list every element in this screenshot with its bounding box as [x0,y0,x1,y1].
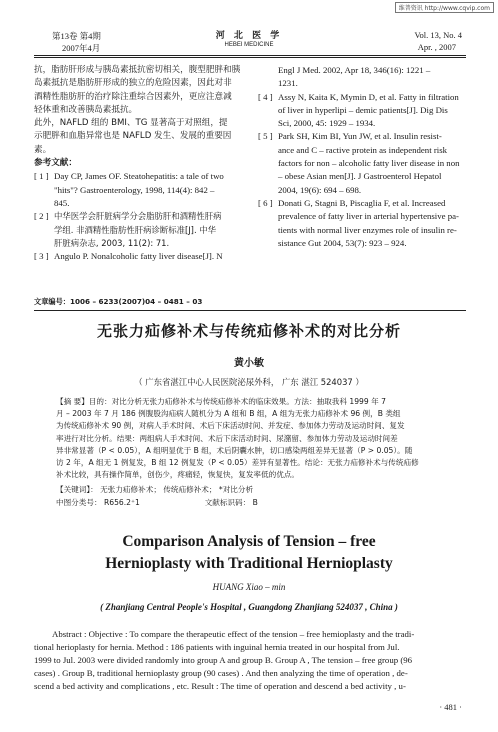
article-title-en-line1: Comparison Analysis of Tension – free [122,533,376,550]
reference-entry [258,91,468,104]
reference-text: Angulo P. Nonalcoholic fatty liver disease[J]. N [54,251,223,262]
affiliation-en: ( Zhanjiang Central People's Hospital , Guangdong Zhanjiang 524037 , China ) [100,602,398,612]
body-line: 岛素抵抗是脂肪肝形成的独立的危险因素，因此对非 [34,78,232,89]
reference-text: 肝脏病杂志, 2003, 11(2): 71. [54,237,170,248]
reference-number: [ 6 ] [258,197,273,208]
abstract-line: Abstract : Objective : To compare the therapeutic effect of the tension – free hemioplasty and the tradi- [52,629,415,639]
reference-text: Donati G, Stagni B, Piscaglia F, et al. Increased [278,197,446,208]
reference-text: 中华医学会肝脏病学分会脂肪肝和酒精性肝病 [54,211,222,222]
document-code: 文献标识码： B [204,497,258,507]
clc-number: 中图分类号： R656.2⁺1 [56,497,140,507]
abstract-en [34,628,466,693]
abstract-line: cases) . Group B, traditional hernioplasty group (90 cases) . And then analyzing the time of operation , de- [34,668,408,678]
reference-entry [34,170,244,183]
article-number: 文章编号：1006 – 6233(2007)04 – 0481 – 03 [34,297,203,306]
section-rule [34,310,466,311]
keywords-cn: 【关键词】： 无张力疝修补术； 传统疝修补术； *对比分析 [56,485,254,495]
right-column [258,64,468,250]
reference-number: [ 2 ] [34,211,49,222]
abstract-cn [56,396,456,509]
header-date-en: Apr. , 2007 [417,42,456,52]
author-en: HUANG Xiao – min [212,582,286,592]
body-line: 示肥胖和血脂异常也是 NAFLD 发生、发展的重要因 [34,131,232,142]
reference-text: factors for non – alcoholic fatty liver disease in non [278,158,460,169]
body-line: 轻体重和改善胰岛素抵抗。 [34,104,138,115]
reference-text: Engl J Med. 2002, Apr 18, 346(16): 1221 – [278,65,431,75]
journal-subtitle: HEBEI MEDICINE [224,42,274,48]
reference-text: – obese Asian men[J]. J Gastroenterol Hepatol [278,171,442,182]
abstract-line: 补术比较，具有操作简单，创伤少，疼痛轻，恢复快，复发率低的优点。 [56,470,299,480]
reference-text: ance and C – ractive protein as independent risk [278,144,448,155]
header-rule [34,55,466,56]
reference-entry [34,210,244,223]
abstract-line: 为传统疝修补术 90 例，对病人手术时间、术后下床活动时间、并发症、参加体力劳动及运动时间、复发 [56,421,405,431]
reference-text: Assy N, Kaita K, Mymin D, et al. Fatty in filtration [278,91,459,102]
references-heading: 参考文献： [34,158,77,169]
abstract-line: 月 – 2003 年 7 月 186 例腹股沟疝病人随机分为 A 组和 B 组，A 组为无张力疝修补术 96 例，B 类组 [56,409,401,419]
reference-text: Park SH, Kim BI, Yun JW, et al. Insulin resist- [278,131,442,142]
abstract-line: 异非常显著（P < 0.05），A 组明显优于 B 组，术后阴囊水肿，切口感染两组差异无显著（P > 0.05）。随 [56,445,413,455]
reference-text: Sci, 2000, 45: 1929 – 1934. [278,118,376,129]
reference-entry [258,130,468,143]
reference-number: [ 3 ] [34,251,49,262]
reference-text: 845. [54,197,70,208]
abstract-line: tional herioplasty for hernia. Method : 186 patients with inguinal hernia treated in our hospital from Jul. [34,642,400,652]
affiliation-cn: （ 广东省湛江中心人民医院泌尿外科， 广东 湛江 524037 ） [134,377,364,387]
abstract-line: 【摘 要】目的：对比分析无张力疝修补术与传统疝修补术的临床效果。方法：抽取我科 1999 年 7 [56,397,386,406]
reference-text: 2004, 19(6): 694 – 698. [278,184,362,195]
source-stamp: 维普资讯 http://www.cqvip.com [395,2,494,13]
reference-text: prevalence of fatty liver in arterial hypertensive pa- [278,211,459,222]
abstract-line: 访 2 年，A 组无 1 例复发，B 组 12 例复发（P < 0.05）差异有显著性。结论：无张力疝修补术与传统疝修 [56,458,419,468]
abstract-line: scend a bed activity and complications , etc. Result : The time of operation and descend a bed activity , u- [34,681,406,691]
reference-text: tients with normal liver enzymes role of insulin re- [278,224,457,235]
reference-entry [258,197,468,210]
page-number: · 481 · [439,702,462,712]
article-title-cn: 无张力疝修补术与传统疝修补术的对比分析 [96,322,401,340]
abstract-line: 率进行对比分析。结果：两组病人手术时间、术后下床活动时间、尿潴留、参加体力劳动及运动时间差 [56,433,398,443]
reference-text: 学组. 非酒精性脂肪性肝病诊断标准[J]. 中华 [54,224,217,235]
body-line: 抗，脂肪肝形成与胰岛素抵抗密切相关，腹型肥胖和胰 [34,65,241,75]
journal-title: 河 北 医 学 [215,31,283,41]
article-title-en-line2: Hernioplasty with Traditional Hernioplasty [105,555,393,572]
left-column [34,64,244,263]
reference-text: Day CP, James OF. Steatohepatitis: a tale of two [54,171,224,182]
body-line: 素。 [34,144,52,155]
header-date-cn: 2007年4月 [62,43,101,53]
body-line: 酒精性脂肪肝的治疗除注重综合因素外，更应注意减 [34,91,232,102]
author-cn: 黄小敏 [234,358,264,369]
classification-row [56,497,456,509]
reference-number: [ 1 ] [34,171,49,182]
body-line: 此外，NAFLD 组的 BMI、TG 显著高于对照组，提 [34,118,228,129]
header-volume-cn: 第13卷 第4期 [52,31,101,41]
reference-text: sistance Gut 2004, 53(7): 923 – 924. [278,237,407,248]
reference-text: of liver in hyperlipi – demic patients[J]. Dig Dis [278,104,448,115]
reference-text: "hits"? Gastroenterology, 1998, 114(4): 842 – [54,184,215,195]
header-rule-2 [34,57,466,58]
reference-entry [34,250,244,263]
abstract-line: 1999 to Jul. 2003 were divided randomly into group A and group B. Group A , The tension – free group (96 [34,655,413,665]
reference-text: 1231. [278,78,298,89]
header-volume-en: Vol. 13, No. 4 [414,30,462,40]
reference-number: [ 4 ] [258,91,273,102]
reference-number: [ 5 ] [258,131,273,142]
